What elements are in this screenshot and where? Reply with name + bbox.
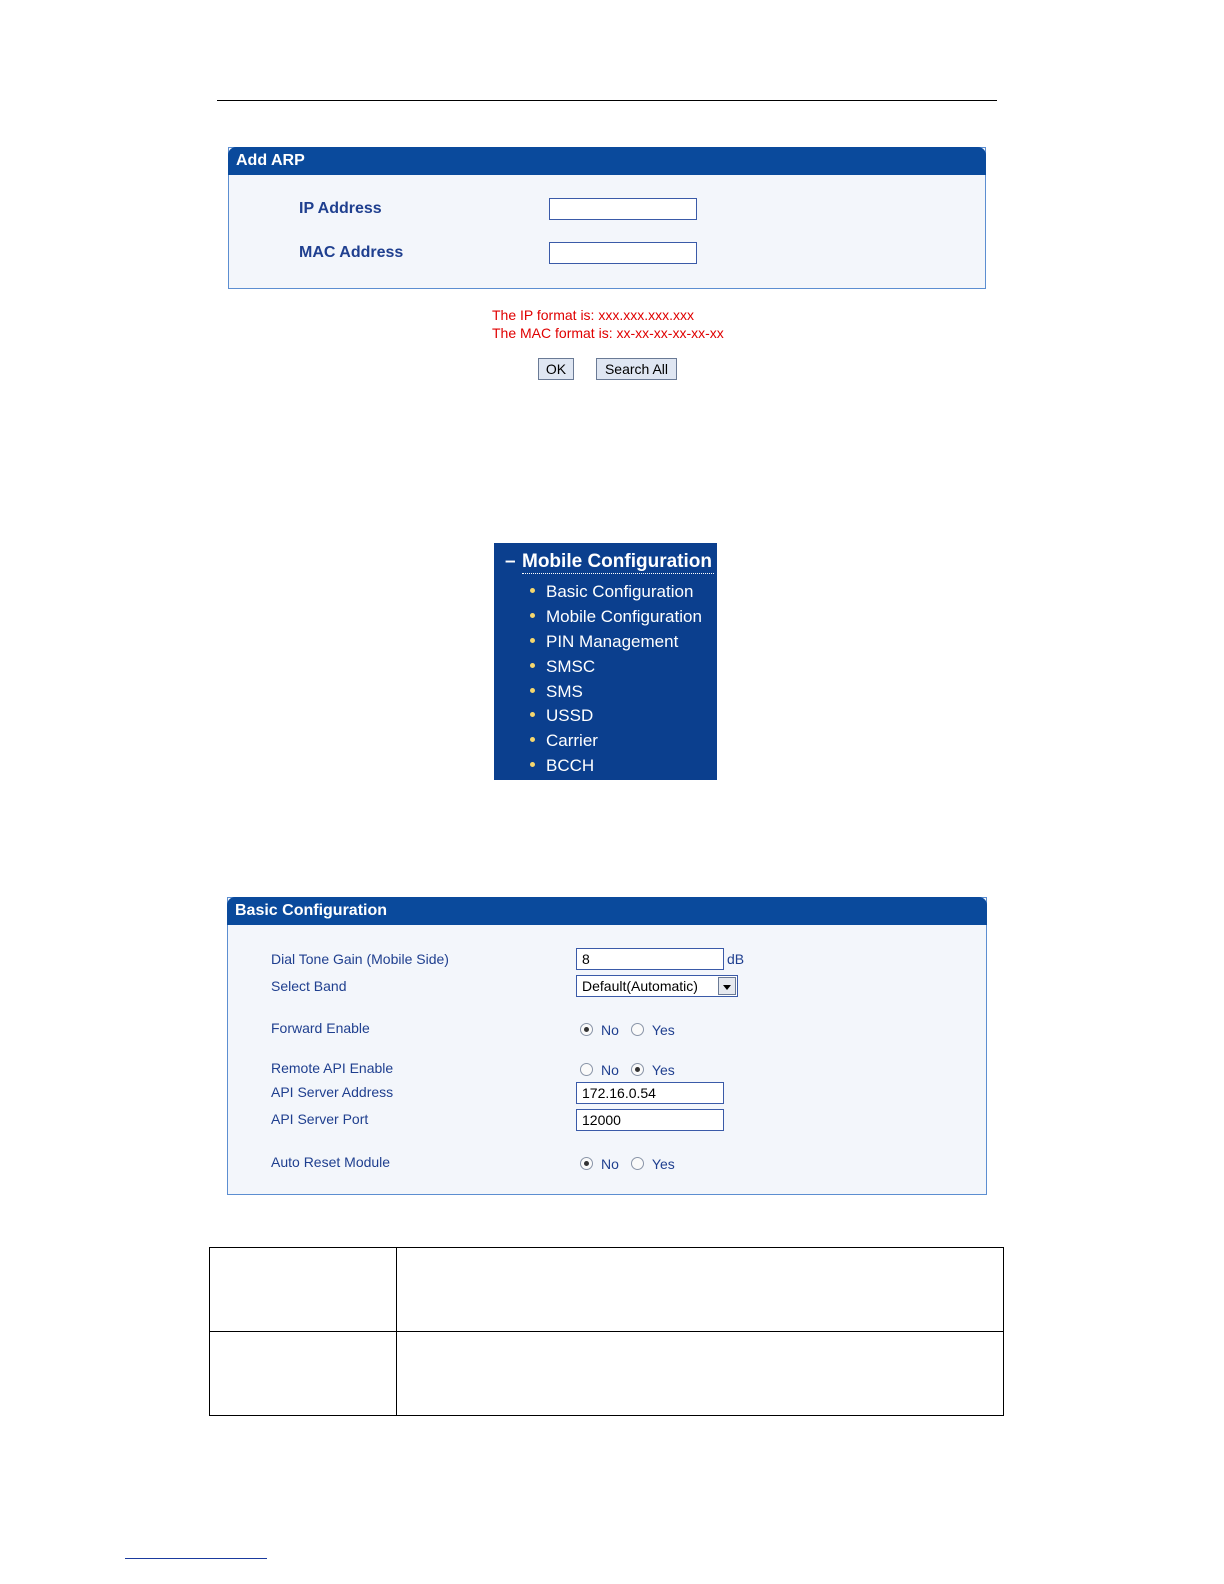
- api-server-port-input[interactable]: 12000: [576, 1109, 724, 1131]
- dial-tone-gain-input[interactable]: 8: [576, 948, 724, 970]
- footer-rule: [125, 1558, 267, 1559]
- forward-enable-yes-radio[interactable]: [631, 1023, 644, 1036]
- mobile-configuration-menu: [494, 543, 717, 780]
- table-row: [210, 1332, 1004, 1416]
- option-yes-label: Yes: [651, 1022, 675, 1038]
- header-rule: [217, 100, 997, 101]
- table-cell: [210, 1248, 397, 1332]
- remote-api-enable-radio-group: [580, 1062, 675, 1078]
- ip-format-hint: The IP format is: xxx.xxx.xxx.xxx: [492, 307, 695, 323]
- bullet-icon: [530, 638, 535, 643]
- option-no-label: No: [601, 1062, 619, 1078]
- bullet-icon: [530, 663, 535, 668]
- table-cell: [397, 1332, 1004, 1416]
- table-cell: [210, 1332, 397, 1416]
- menu-item-pin-management[interactable]: PIN Management: [530, 632, 678, 652]
- ok-button[interactable]: OK: [538, 358, 574, 380]
- forward-enable-no-radio[interactable]: [580, 1023, 593, 1036]
- api-server-address-input[interactable]: 172.16.0.54: [576, 1082, 724, 1104]
- option-no-label: No: [601, 1156, 619, 1172]
- mac-format-hint: The MAC format is: xx-xx-xx-xx-xx-xx: [492, 325, 724, 341]
- add-arp-panel: [228, 147, 986, 289]
- add-arp-title: Add ARP: [228, 147, 986, 175]
- table-row: [210, 1248, 1004, 1332]
- bullet-icon: [530, 737, 535, 742]
- menu-item-sms[interactable]: SMS: [530, 682, 583, 702]
- auto-reset-module-no-radio[interactable]: [580, 1157, 593, 1170]
- collapse-icon[interactable]: –: [505, 551, 516, 572]
- menu-item-smsc[interactable]: SMSC: [530, 657, 595, 677]
- ip-address-label: IP Address: [299, 200, 382, 217]
- remote-api-enable-no-radio[interactable]: [580, 1063, 593, 1076]
- forward-enable-label: Forward Enable: [271, 1020, 370, 1036]
- chevron-down-icon[interactable]: [718, 977, 736, 995]
- table-cell: [397, 1248, 1004, 1332]
- option-no-label: No: [601, 1022, 619, 1038]
- menu-section-mobile-configuration[interactable]: Mobile Configuration: [522, 551, 712, 572]
- menu-item-mobile-configuration[interactable]: Mobile Configuration: [530, 607, 702, 627]
- dial-tone-gain-label: Dial Tone Gain (Mobile Side): [271, 951, 449, 967]
- remote-api-enable-label: Remote API Enable: [271, 1060, 394, 1076]
- search-all-button[interactable]: Search All: [596, 358, 677, 380]
- auto-reset-module-radio-group: [580, 1156, 675, 1172]
- basic-configuration-title: Basic Configuration: [227, 897, 987, 925]
- auto-reset-module-label: Auto Reset Module: [271, 1154, 391, 1170]
- bullet-icon: [530, 613, 535, 618]
- bullet-icon: [530, 588, 535, 593]
- auto-reset-module-yes-radio[interactable]: [631, 1157, 644, 1170]
- remote-api-enable-yes-radio[interactable]: [631, 1063, 644, 1076]
- description-table: [209, 1247, 1004, 1416]
- bullet-icon: [530, 762, 535, 767]
- menu-item-basic-configuration[interactable]: Basic Configuration: [530, 582, 693, 602]
- option-yes-label: Yes: [651, 1062, 675, 1078]
- select-band-label: Select Band: [271, 978, 347, 994]
- select-band-dropdown[interactable]: [576, 975, 738, 997]
- mac-address-label: MAC Address: [299, 244, 404, 261]
- option-yes-label: Yes: [651, 1156, 675, 1172]
- select-band-value: Default(Automatic): [582, 978, 698, 994]
- bullet-icon: [530, 712, 535, 717]
- menu-item-ussd[interactable]: USSD: [530, 706, 593, 726]
- api-server-address-label: API Server Address: [271, 1084, 394, 1100]
- dial-tone-gain-unit: dB: [727, 951, 745, 967]
- forward-enable-radio-group: [580, 1022, 675, 1038]
- ip-address-input[interactable]: [549, 198, 697, 220]
- menu-item-carrier[interactable]: Carrier: [530, 731, 598, 751]
- basic-configuration-panel: [227, 897, 987, 1195]
- api-server-port-label: API Server Port: [271, 1111, 369, 1127]
- menu-item-bcch[interactable]: BCCH: [530, 756, 594, 776]
- mac-address-input[interactable]: [549, 242, 697, 264]
- bullet-icon: [530, 688, 535, 693]
